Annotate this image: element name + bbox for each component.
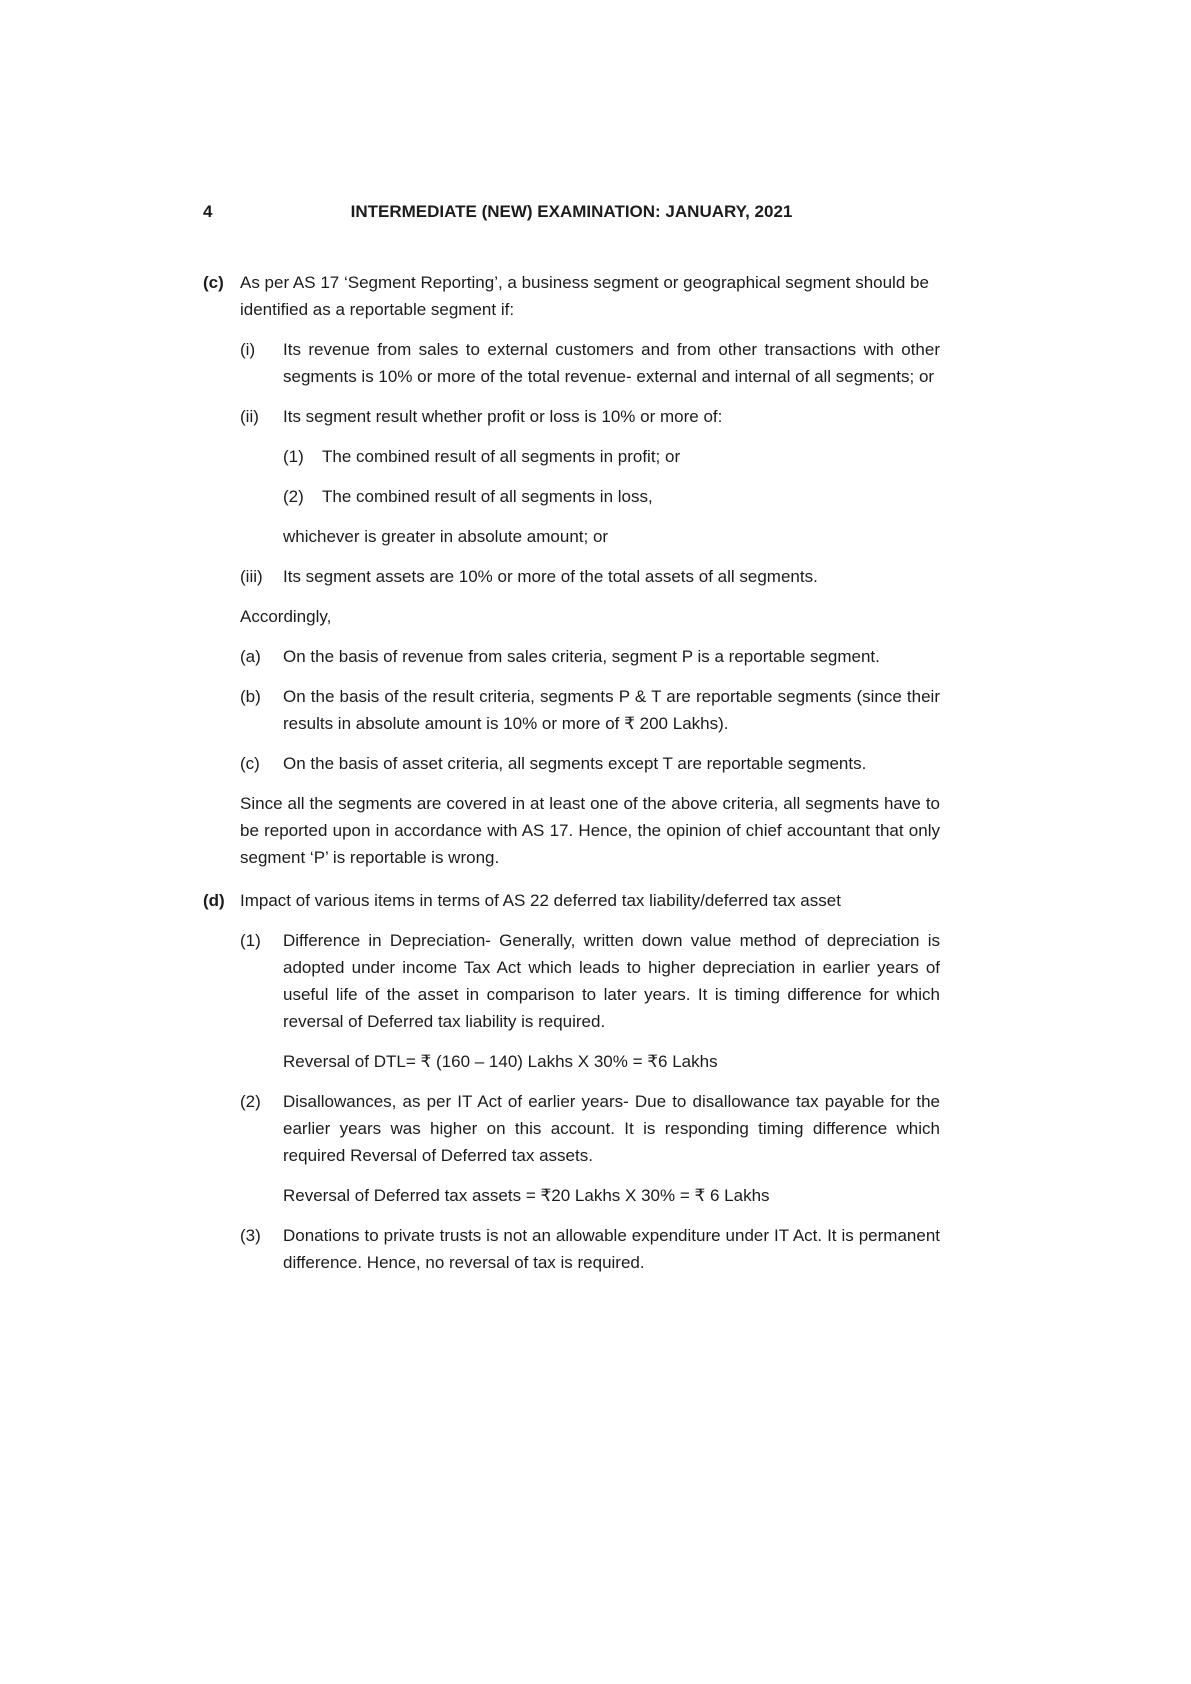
page-header (203, 198, 940, 225)
section-d-label: (d) (203, 891, 225, 910)
result-subitem-1 (283, 443, 940, 470)
criterion-ii-label: (ii) (240, 407, 259, 426)
criterion-i-text: Its revenue from sales to external customers and from other transactions with other segments is 10% or more of the total revenue- external and internal of all segments; or (283, 340, 940, 386)
impact-item-1 (240, 927, 940, 1035)
impact-item-3 (240, 1222, 940, 1276)
deferred-tax-assets-formula: Reversal of Deferred tax assets = ₹20 Lakhs X 30% = ₹ 6 Lakhs (283, 1186, 770, 1205)
exam-title: INTERMEDIATE (NEW) EXAMINATION: JANUARY, 2021 (350, 202, 793, 221)
conclusion-a-text: On the basis of revenue from sales criteria, segment P is a reportable segment. (283, 647, 880, 666)
conclusion-c-label: (c) (240, 754, 260, 773)
section-d-intro: Impact of various items in terms of AS 22 deferred tax liability/deferred tax asset (240, 891, 841, 910)
criterion-ii-text: Its segment result whether profit or loss is 10% or more of: (283, 407, 723, 426)
conclusion-a-label: (a) (240, 647, 261, 666)
impact-item-3-label: (3) (240, 1226, 261, 1245)
conclusion-a (240, 643, 940, 670)
impact-item-3-text: Donations to private trusts is not an allowable expenditure under IT Act. It is permanent difference. Hence, no reversal of tax is required. (283, 1226, 940, 1272)
accordingly-text: Accordingly, (240, 607, 332, 626)
conclusion-c-text: On the basis of asset criteria, all segments except T are reportable segments. (283, 754, 867, 773)
page-number: 4 (203, 202, 213, 221)
conclusion-b-label: (b) (240, 687, 261, 706)
result-subitem-2-text: The combined result of all segments in loss, (322, 487, 653, 506)
impact-item-1-label: (1) (240, 931, 261, 950)
conclusion-b (240, 683, 940, 737)
impact-item-2 (240, 1088, 940, 1169)
criterion-iii (240, 563, 940, 590)
result-subitem-2-label: (2) (283, 487, 304, 506)
criterion-iii-text: Its segment assets are 10% or more of the total assets of all segments. (283, 567, 818, 586)
whichever-note: whichever is greater in absolute amount; or (283, 527, 609, 546)
conclusion-b-text: On the basis of the result criteria, segments P & T are reportable segments (since their results in absolute amount is 10% or more of ₹ 200 Lakhs). (283, 687, 940, 733)
section-c-heading (203, 269, 940, 323)
dtl-reversal-formula: Reversal of DTL= ₹ (160 – 140) Lakhs X 30% = ₹6 Lakhs (283, 1052, 718, 1071)
criterion-i-label: (i) (240, 340, 256, 359)
impact-item-1-text: Difference in Depreciation- Generally, written down value method of depreciation is adopted under income Tax Act which leads to higher depreciation in earlier years of useful life of the asset in comparison to later years. It is timing difference for which reversal of Deferred tax liability is required. (283, 931, 940, 1031)
criterion-ii (240, 403, 940, 430)
result-subitem-1-label: (1) (283, 447, 304, 466)
impact-item-2-label: (2) (240, 1092, 261, 1111)
section-c-intro: As per AS 17 ‘Segment Reporting’, a business segment or geographical segment should be identified as a reportable segment if: (240, 273, 929, 319)
criterion-iii-label: (iii) (240, 567, 263, 586)
conclusion-c (240, 750, 940, 777)
criterion-i (240, 336, 940, 390)
section-c-label: (c) (203, 273, 224, 292)
result-subitem-1-text: The combined result of all segments in profit; or (322, 447, 681, 466)
section-d-heading (203, 887, 940, 914)
result-subitem-2 (283, 483, 940, 510)
section-c-summary: Since all the segments are covered in at least one of the above criteria, all segments have to be reported upon in accordance with AS 17. Hence, the opinion of chief accountant that only segment ‘P’ is reportable is wrong. (240, 794, 940, 867)
impact-item-2-text: Disallowances, as per IT Act of earlier years- Due to disallowance tax payable for the earlier years was higher on this account. It is responding timing difference which required Reversal of Deferred tax assets. (283, 1092, 940, 1165)
